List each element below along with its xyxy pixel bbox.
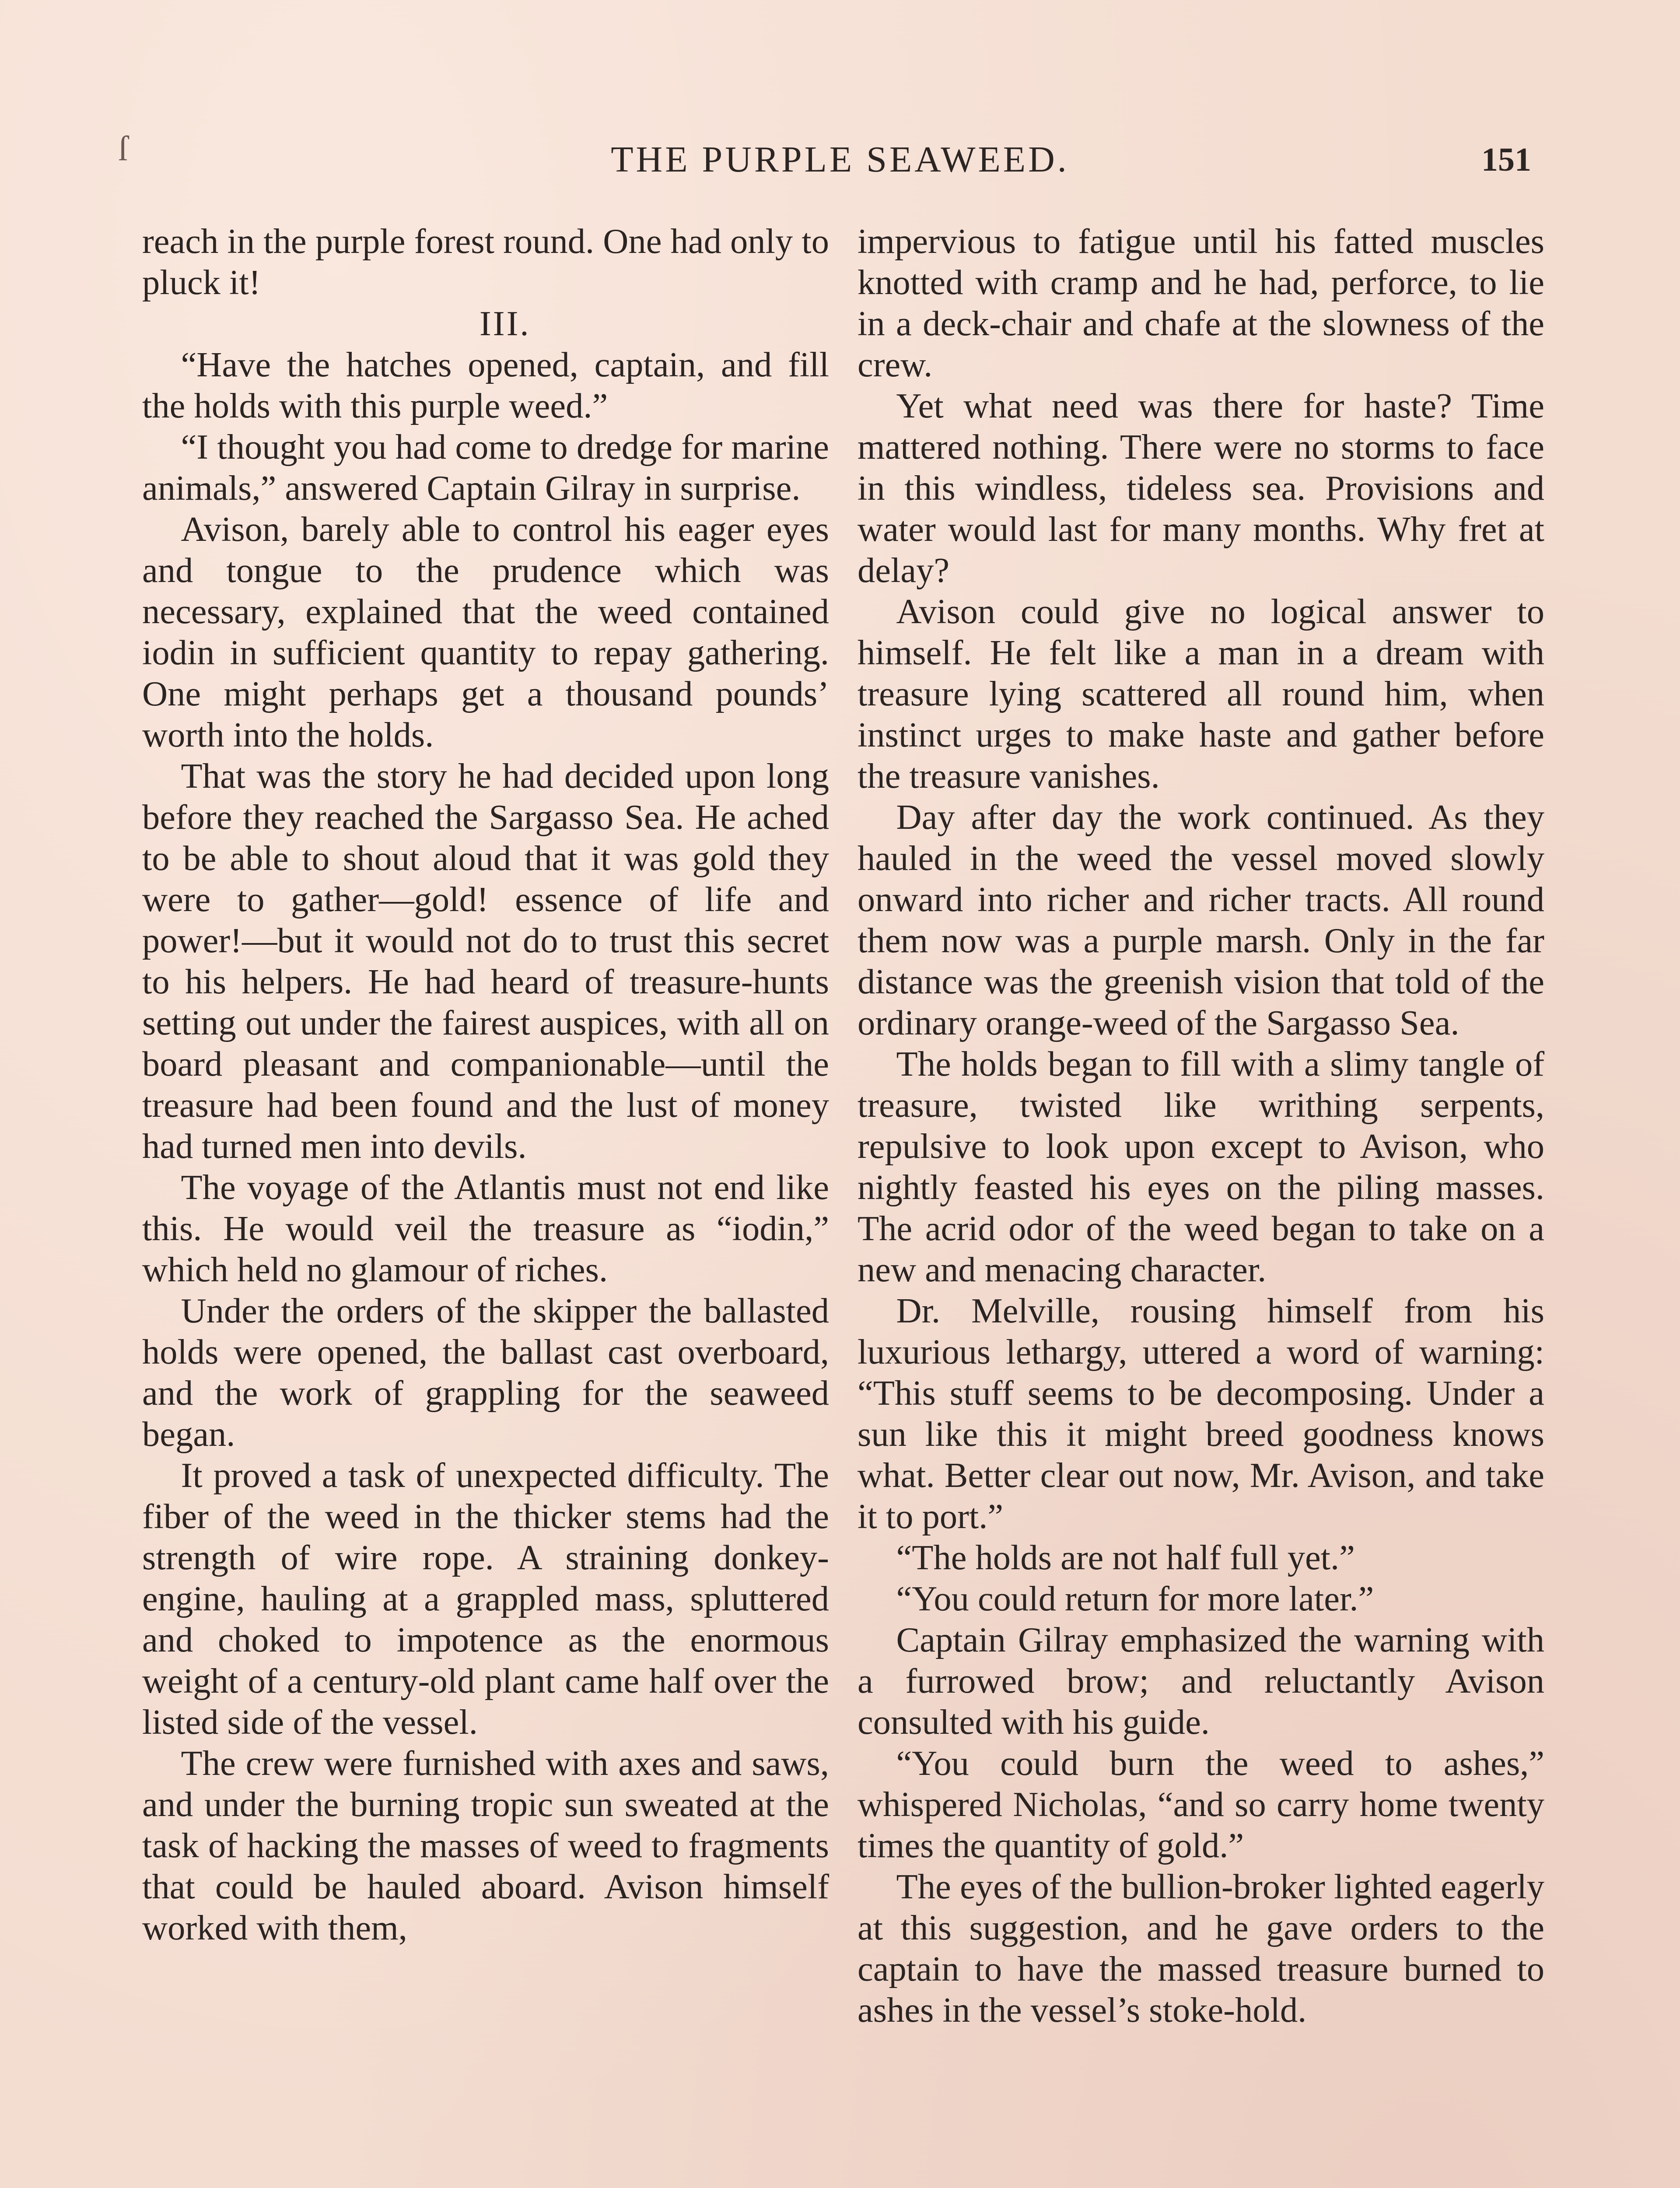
page-header bbox=[0, 133, 1680, 186]
paragraph: “You could return for more later.” bbox=[896, 1579, 1374, 1618]
paragraph: Avison could give no logical answer to himself. He felt like a man in a dream with treasure lying scattered all round him, when instinct urges to make haste and gather before the treasure vanishes. bbox=[858, 592, 1544, 796]
paragraph: Under the orders of the skipper the ballasted holds were opened, the ballast cast overboard, and the work of grappling for the seaweed began. bbox=[142, 1291, 829, 1454]
section-heading: III. bbox=[480, 304, 531, 343]
paragraph: The holds began to fill with a slimy tangle of treasure, twisted like writhing serpents, repulsive to look upon except to Avison, who nightly feasted his eyes on the piling masses. The acrid odor of the weed began to take on a new and menacing character. bbox=[858, 1045, 1544, 1289]
page-number: 151 bbox=[1481, 141, 1531, 178]
paragraph: “The holds are not half full yet.” bbox=[896, 1538, 1355, 1577]
paragraph: Day after day the work continued. As they hauled in the weed the vessel moved slowly onward into richer and richer tracts. All round them now was a purple marsh. Only in the far distance was the greenish vision that told of the ordinary orange-weed of the Sargasso Sea. bbox=[858, 798, 1544, 1042]
paragraph: The eyes of the bullion-broker lighted eagerly at this suggestion, and he gave orders to the captain to have the massed treasure burned to ashes in the vessel’s stoke-hold. bbox=[858, 1867, 1544, 2030]
right-column bbox=[858, 221, 1544, 2031]
paragraph: Yet what need was there for haste? Time mattered nothing. There were no storms to face in this windless, tideless sea. Provisions and water would last for many months. Why fret at delay? bbox=[858, 386, 1544, 590]
paragraph: That was the story he had decided upon long before they reached the Sargasso Sea. He ached to be able to shout aloud that it was gold they were to gather—gold! essence of life and power!—but it would not do to trust this secret to his helpers. He had heard of treasure-hunts setting out under the fairest auspices, with all on board pleasant and companionable—until the treasure had been found and the lust of money had turned men into devils. bbox=[142, 757, 829, 1166]
paragraph: impervious to fatigue until his fatted muscles knotted with cramp and he had, perforce, to lie in a deck-chair and chafe at the slowness of the crew. bbox=[858, 222, 1544, 384]
left-column bbox=[142, 221, 829, 1949]
margin-mark: ſ bbox=[118, 130, 128, 168]
paragraph: It proved a task of unexpected difficulty. The fiber of the weed in the thicker stems had the strength of wire rope. A straining donkey-engine, hauling at a grappled mass, spluttered and choked to impotence as the enormous weight of a century-old plant came half over the listed side of the vessel. bbox=[142, 1456, 829, 1742]
running-title: THE PURPLE SEAWEED. bbox=[611, 139, 1069, 180]
paragraph: Captain Gilray emphasized the warning with a furrowed brow; and reluctantly Avison consulted with his guide. bbox=[858, 1620, 1544, 1742]
paragraph: “You could burn the weed to ashes,” whispered Nicholas, “and so carry home twenty times the quantity of gold.” bbox=[858, 1744, 1544, 1865]
paragraph: Avison, barely able to control his eager eyes and tongue to the prudence which was necessary, explained that the weed contained iodin in sufficient quantity to repay gathering. One might perhaps get a thousand pounds’ worth into the holds. bbox=[142, 510, 829, 754]
paragraph: Dr. Melville, rousing himself from his luxurious lethargy, uttered a word of warning: “This stuff seems to be decomposing. Under a sun like this it might breed goodness knows what. Better clear out now, Mr. Avison, and take it to port.” bbox=[858, 1291, 1544, 1536]
paragraph: reach in the purple forest round. One had only to pluck it! bbox=[142, 222, 829, 302]
paragraph: The crew were furnished with axes and saws, and under the burning tropic sun sweated at the task of hacking the masses of weed to fragments that could be hauled aboard. Avison himself worked with them, bbox=[142, 1744, 829, 1947]
paragraph: “I thought you had come to dredge for marine animals,” answered Captain Gilray in surprise. bbox=[142, 428, 829, 508]
paragraph: The voyage of the Atlantis must not end like this. He would veil the treasure as “iodin,” which held no glamour of riches. bbox=[142, 1168, 829, 1289]
paragraph: “Have the hatches opened, captain, and fill the holds with this purple weed.” bbox=[142, 345, 829, 425]
